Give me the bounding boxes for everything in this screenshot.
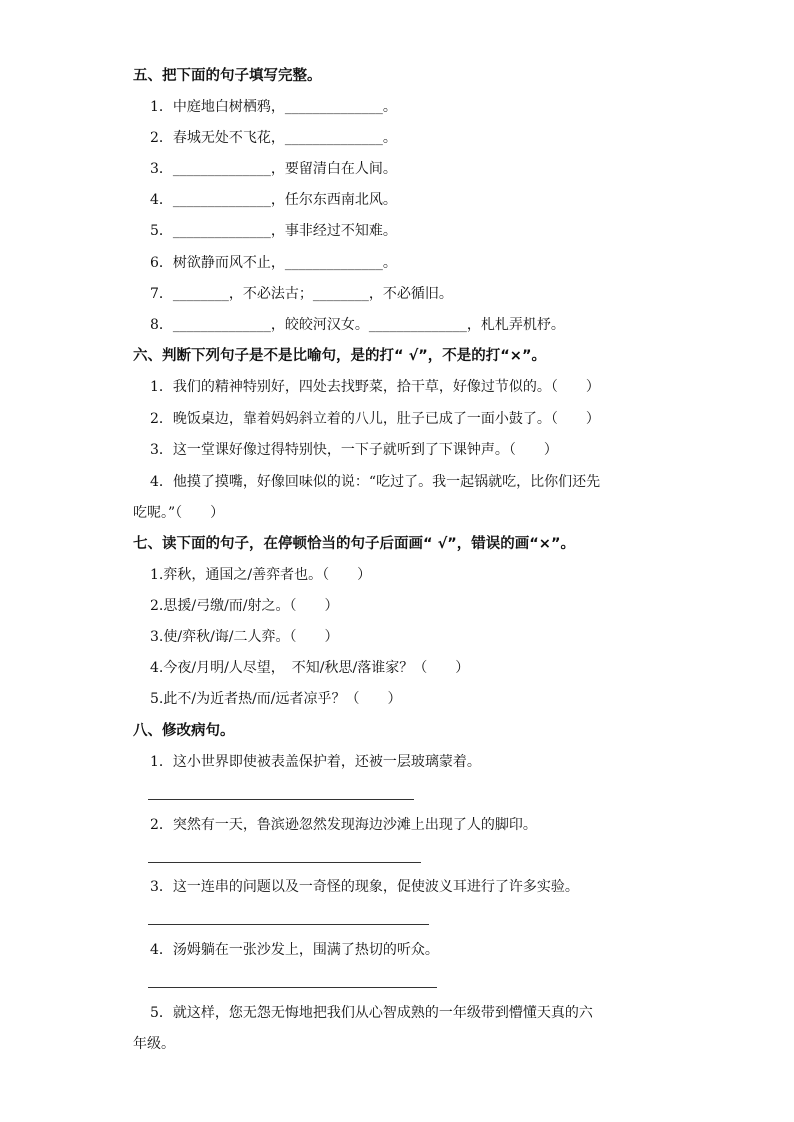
s8-item-2: 2．突然有一天，鲁滨逊忽然发现海边沙滩上出现了人的脚印。 (150, 817, 537, 833)
s7-item-3: 3.使/弈秋/诲/二人弈。（ ） (150, 629, 339, 645)
answer-line-4[interactable] (148, 987, 437, 988)
s5-item-8: 8．______________，皎皎河汉女。______________，札札弄机杼。 (150, 317, 565, 333)
s5-item-2: 2．春城无处不飞花，______________。 (150, 130, 397, 146)
s7-item-2: 2.思援/弓缴/而/射之。（ ） (150, 598, 339, 614)
s7-item-4: 4.今夜/月明/人尽望， 不知/秋思/落谁家？（ ） (150, 660, 470, 676)
s5-item-1: 1．中庭地白树栖鸦，______________。 (150, 99, 397, 115)
s6-item-3: 3．这一堂课好像过得特别快，一下子就听到了下课钟声。（ ） (150, 442, 558, 458)
s7-item-1: 1.弈秋，通国之/善弈者也。（ ） (150, 567, 372, 583)
s6-item-4: 4．他摸了摸嘴，好像回味似的说：“吃过了。我一起锅就吃，比你们还先 (150, 474, 601, 490)
section-6-title: 六、判断下列句子是不是比喻句，是的打“ √”，不是的打“×”。 (133, 348, 546, 364)
answer-line-3[interactable] (148, 924, 429, 925)
section-8-title: 八、修改病句。 (133, 723, 235, 739)
section-5-title: 五、把下面的句子填写完整。 (133, 68, 322, 84)
s6-item-1: 1．我们的精神特别好，四处去找野菜，拾干草，好像过节似的。（ ） (150, 379, 600, 395)
s8-item-4: 4．汤姆躺在一张沙发上，围满了热切的听众。 (150, 942, 439, 958)
s8-item-5: 5．就这样，您无怨无悔地把我们从心智成熟的一年级带到懵懂天真的六 (150, 1005, 593, 1021)
s5-item-7: 7．________，不必法古；________，不必循旧。 (150, 286, 453, 302)
s7-item-5: 5.此不/为近者热/而/远者凉乎？（ ） (150, 691, 402, 707)
s6-item-2: 2．晚饭桌边，靠着妈妈斜立着的八儿，肚子已成了一面小鼓了。（ ） (150, 411, 600, 427)
answer-line-1[interactable] (148, 799, 414, 800)
s5-item-5: 5．______________，事非经过不知难。 (150, 223, 397, 239)
s5-item-3: 3．______________，要留清白在人间。 (150, 161, 397, 177)
s5-item-6: 6．树欲静而风不止，______________。 (150, 255, 397, 271)
s8-item-3: 3．这一连串的问题以及一奇怪的现象，促使波义耳进行了许多实验。 (150, 879, 579, 895)
answer-line-2[interactable] (148, 862, 421, 863)
s8-item-5-cont: 年级。 (133, 1036, 175, 1052)
section-7-title: 七、读下面的句子，在停顿恰当的句子后面画“ √”，错误的画“×”。 (133, 536, 575, 552)
s6-item-4-cont: 吃呢。”（ ） (133, 505, 225, 521)
s8-item-1: 1．这小世界即使被表盖保护着，还被一层玻璃蒙着。 (150, 754, 481, 770)
s5-item-4: 4．______________，任尔东西南北风。 (150, 192, 397, 208)
